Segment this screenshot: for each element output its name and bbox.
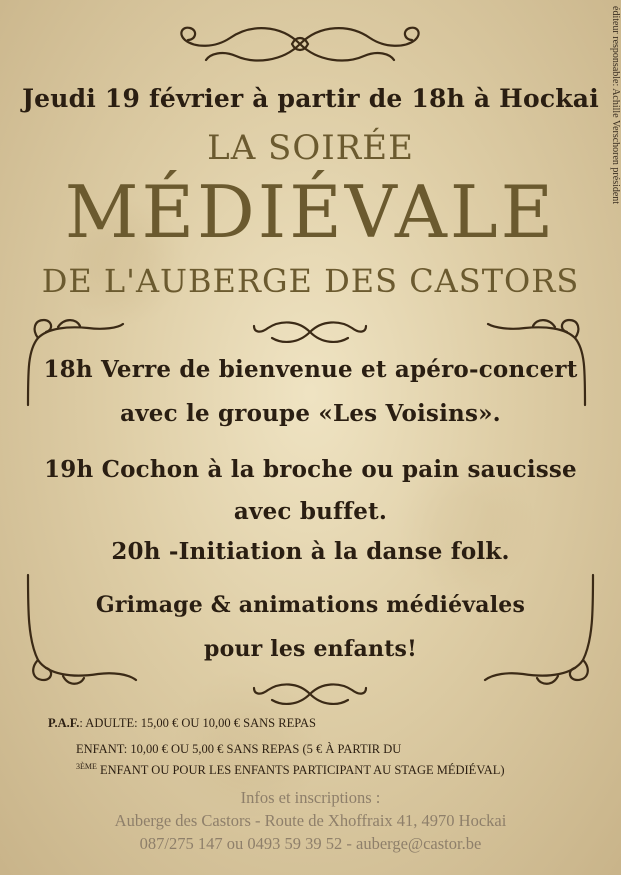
- title-medievale: MÉDIÉVALE: [64, 170, 557, 254]
- top-flourish-ornament: [170, 18, 430, 70]
- price-child-line2: [76, 762, 505, 778]
- program-item-kids-cont: pour les enfants!: [203, 636, 417, 662]
- title-la-soiree: LA SOIRÉE: [207, 128, 414, 168]
- program-item-kids: Grimage & animations médiévales: [95, 592, 526, 618]
- program-item-20h: 20h -Initiation à la danse folk.: [111, 538, 510, 565]
- program-item-19h-cont: avec buffet.: [233, 498, 388, 525]
- publisher-note: éditeur responsable: Achille Verschoren président: [610, 6, 621, 205]
- price-adult: [48, 716, 316, 731]
- ordinal-superscript: 3ÈME: [76, 762, 97, 771]
- frame-ornament-bottom-right: [478, 570, 603, 690]
- price-child-line1: ENFANT: 10,00 € OU 5,00 € SANS REPAS (5 € À PARTIR DU: [76, 742, 402, 756]
- program-item-18h-cont: avec le groupe «Les Voisins».: [120, 400, 501, 427]
- contact-address: Auberge des Castors - Route de Xhoffraix 41, 4970 Hockai: [114, 811, 507, 830]
- title-auberge: DE L'AUBERGE DES CASTORS: [41, 262, 580, 300]
- frame-ornament-top-center: [250, 318, 370, 346]
- price-adult-text: : ADULTE: 15,00 € OU 10,00 € SANS REPAS: [79, 716, 317, 730]
- event-date-line: Jeudi 19 février à partir de 18h à Hockai: [22, 84, 599, 113]
- price-child-line2-text: ENFANT OU POUR LES ENFANTS PARTICIPANT AU STAGE MÉDIÉVAL): [96, 763, 505, 778]
- frame-ornament-bottom-center: [250, 680, 370, 708]
- frame-ornament-bottom-left: [18, 570, 143, 690]
- contact-phones-email: 087/275 147 ou 0493 59 39 52 - auberge@castor.be: [139, 834, 482, 853]
- program-item-18h: 18h Verre de bienvenue et apéro-concert: [43, 356, 578, 383]
- contact-heading: Infos et inscriptions :: [240, 788, 381, 807]
- program-item-19h: 19h Cochon à la broche ou pain saucisse: [44, 456, 577, 483]
- paf-label: P.A.F.: [48, 716, 80, 730]
